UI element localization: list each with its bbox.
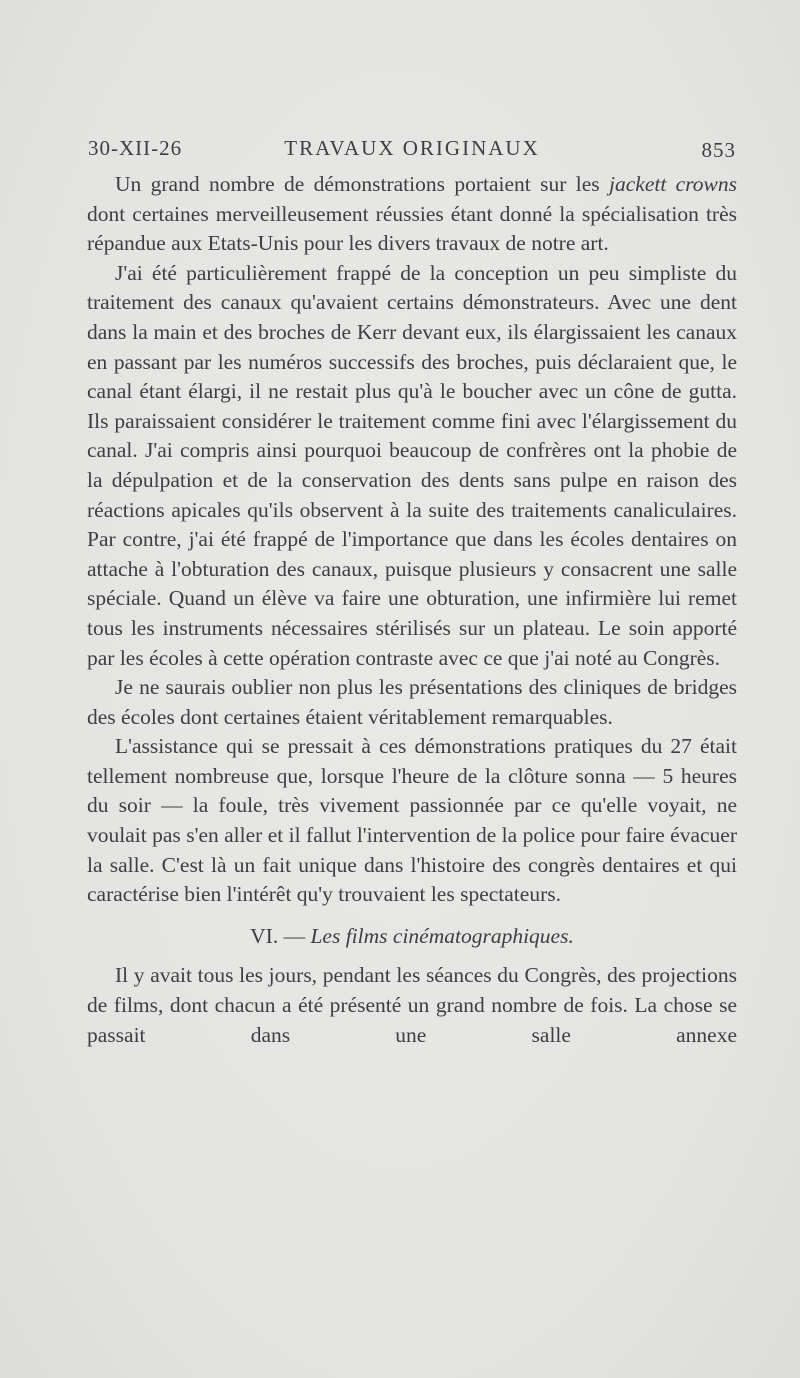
italic-term: jackett crowns (609, 172, 737, 196)
header-date: 30-XII-26 (88, 136, 183, 160)
section-title: Les films cinématographiques. (310, 923, 574, 948)
header-section-title: TRAVAUX ORIGINAUX (284, 136, 540, 160)
running-header (88, 136, 736, 166)
paragraph-text: Un grand nombre de démonstrations portaient sur les (115, 172, 610, 196)
paragraph-canal-treatment: J'ai été particulièrement frappé de la conception un peu simpliste du traitement des canaux qu'avaient certains démonstrateurs. Avec une dent dans la main et des broches de Kerr devant eux, ils élargissaient les canaux en passant par les numéros successifs des broches, puis déclaraient que, le canal étant élargi, il ne restait plus qu'à le boucher avec un cône de gutta. Ils paraissaient considérer le traitement comme fini avec l'élargissement du canal. J'ai compris ainsi pourquoi beaucoup de confrères ont la phobie de la dépulpation et de la conservation des dents sans pulpe en raison des réactions apicales qu'ils observent à la suite des traitements canaliculaires. Par contre, j'ai été frappé de l'importance que dans les écoles dentaires on attache à l'obturation des canaux, puisque plusieurs y consacrent une salle spéciale. Quand un élève va faire une obturation, une infirmière lui remet tous les instruments nécessaires stérilisés sur un plateau. Le soin apporté par les écoles à cette opération contraste avec ce que j'ai noté au Congrès. (87, 260, 737, 670)
paragraph-jackett-crowns (87, 170, 737, 259)
paragraph-assistance: L'assistance qui se pressait à ces démonstrations pratiques du 27 était tellement nombreuse que, lorsque l'heure de la clôture sonna — 5 heures du soir — la foule, très vivement passionnée par ce qu'elle voyait, ne voulait pas s'en aller et il fallut l'intervention de la police pour faire évacuer la salle. C'est là un fait unique dans l'histoire des congrès dentaires et qui caractérise bien l'intérêt qu'y trouvaient les spectateurs. (87, 734, 737, 907)
body-text (87, 170, 737, 1050)
paragraph-bridges: Je ne saurais oublier non plus les présentations des cliniques de bridges des écoles dont certaines étaient véritablement remarquables. (87, 675, 737, 729)
page-number: 853 (701, 138, 736, 162)
section-number: VI. — (250, 923, 311, 948)
paragraph-films: Il y avait tous les jours, pendant les séances du Congrès, des projections de films, dont chacun a été présenté un grand nombre de fois. La chose se passait dans une salle annexe (87, 963, 737, 1047)
paragraph-text: dont certaines merveilleusement réussies étant donné la spécialisation très répandue aux Etats-Unis pour les divers travaux de notre art. (87, 201, 737, 256)
section-heading (87, 922, 737, 952)
